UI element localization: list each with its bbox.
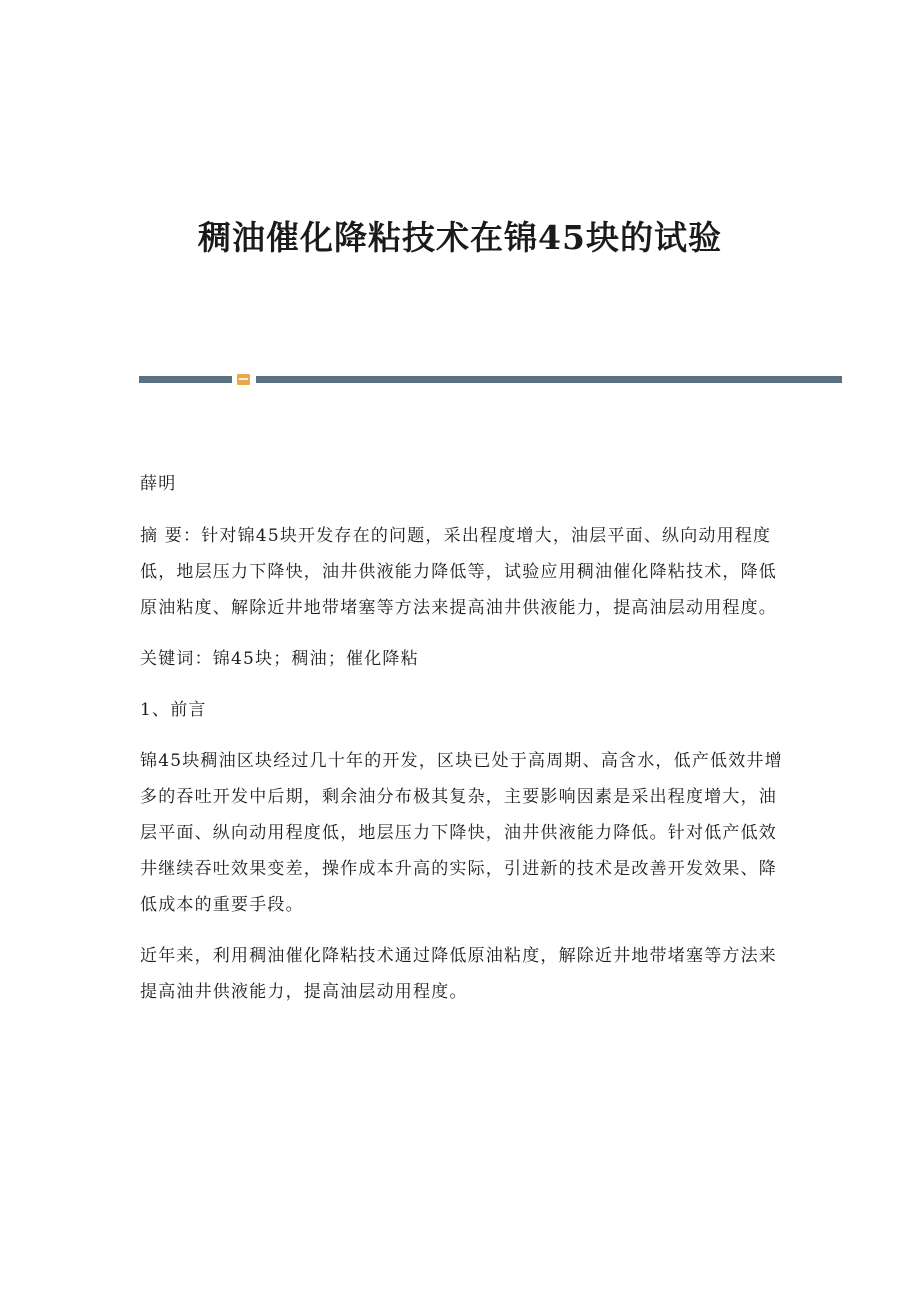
divider-bar-left <box>139 376 232 383</box>
author-name: 薛明 <box>140 474 177 494</box>
document-body <box>140 466 785 1025</box>
body-paragraph: 近年来，利用稠油催化降粘技术通过降低原油粘度，解除近井地带堵塞等方法来提高油井供液能力，提高油层动用程度。 <box>140 946 777 1002</box>
abstract-paragraph: 摘 要：针对锦45块开发存在的问题，采出程度增大，油层平面、纵向动用程度低，地层压力下降快，油井供液能力降低等，试验应用稠油催化降粘技术，降低原油粘度、解除近井地带堵塞等方法来提高油井供液能力，提高油层动用程度。 <box>140 526 777 618</box>
divider-bar-right <box>256 376 842 383</box>
keywords-line: 关键词：锦45块；稠油；催化降粘 <box>140 649 419 669</box>
body-paragraph: 锦45块稠油区块经过几十年的开发，区块已处于高周期、高含水，低产低效井增多的吞吐开发中后期，剩余油分布极其复杂，主要影响因素是采出程度增大，油层平面、纵向动用程度低，地层压力下降快，油井供液能力降低。针对低产低效井继续吞吐效果变差，操作成本升高的实际，引进新的技术是改善开发效果、降低成本的重要手段。 <box>140 751 783 915</box>
title-divider <box>139 374 842 386</box>
document-title: 稠油催化降粘技术在锦45块的试验 <box>198 218 722 257</box>
divider-ornament-icon <box>237 374 250 385</box>
section-heading: 1、前言 <box>140 700 207 720</box>
